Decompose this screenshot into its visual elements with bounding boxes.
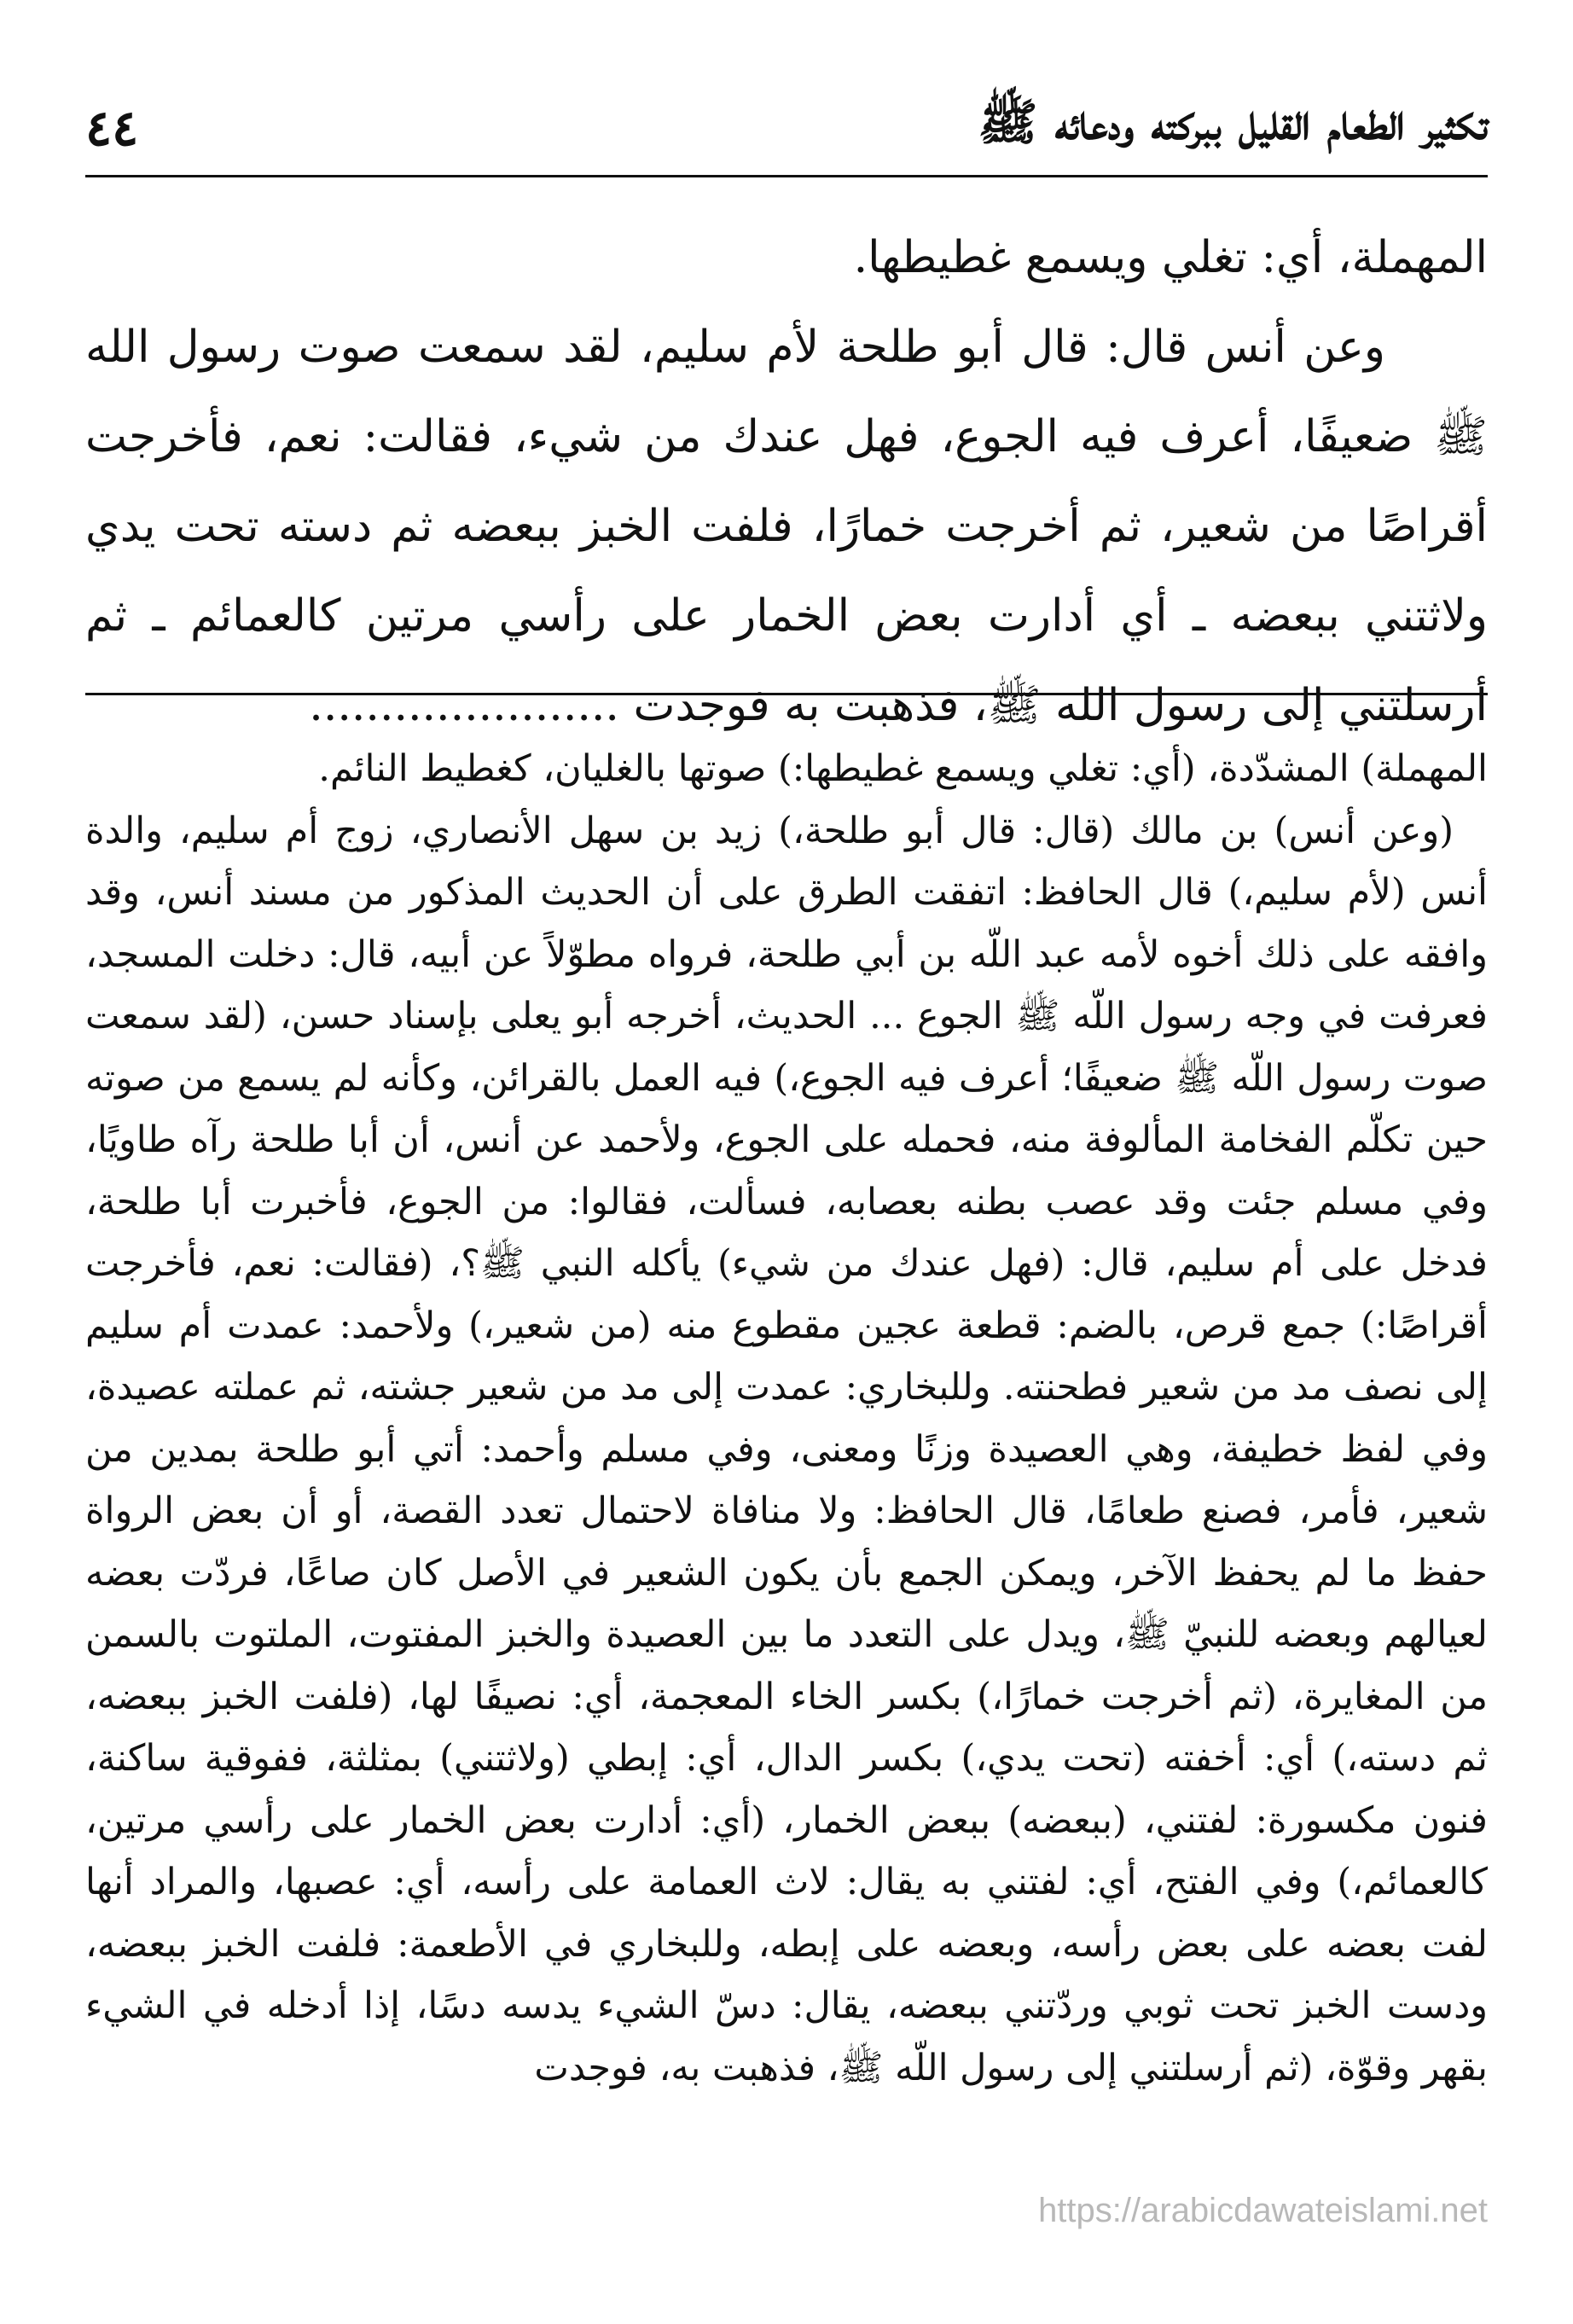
commentary-paragraph-2: (وعن أنس) بن مالك (قال: قال أبو طلحة،) زيد بن سهل الأنصاري، زوج أم سليم، والدة أنس (لأم سليم،) قال الحافظ: اتفقت الطرق على أن الحديث المذكور من مسند أنس، وقد وافقه على ذلك أخوه لأمه عبد اللّه بن أبي طلحة، فرواه مطوّلاً عن أبيه، قال: دخلت المسجد، فعرفت في وجه رسول اللّه ﷺ الجوع ... الحديث، أخرجه أبو يعلى بإسناد حسن، (لقد سمعت صوت رسول اللّه ﷺ ضعيفًا؛ أعرف فيه الجوع،) فيه العمل بالقرائن، وكأنه لم يسمع من صوته حين تكلّم الفخامة المألوفة منه، فحمله على الجوع، ولأحمد عن أنس، أن أبا طلحة رآه طاويًا، وفي مسلم جئت وقد عصب بطنه بعصابه، فسألت، فقالوا: من الجوع، فأخبرت أبا طلحة، فدخل على أم سليم، قال: (فهل عندك من شيء) يأكله النبي ﷺ؟، (فقالت: نعم، فأخرجت أقراصًا:) جمع قرص، بالضم: قطعة عجين مقطوع منه (من شعير،) ولأحمد: عمدت أم سليم إلى نصف مد من شعير فطحنته. وللبخاري: عمدت إلى مد من شعير جشته، ثم عملته عصيدة، وفي لفظ خطيفة، وهي العصيدة وزنًا ومعنى، وفي مسلم وأحمد: أتي أبو طلحة بمدين من شعير، فأمر، فصنع طعامًا، قال الحافظ: ولا منافاة لاحتمال تعدد القصة، أو أن بعض الرواة حفظ ما لم يحفظ الآخر، ويمكن الجمع بأن يكون الشعير في الأصل كان صاعًا، فردّت بعضه لعيالهم وبعضه للنبيّ ﷺ، ويدل على التعدد ما بين العصيدة والخبز المفتوت، الملتوت بالسمن من المغايرة، (ثم أخرجت خمارًا،) بكسر الخاء المعجمة، أي: نصيفًا لها، (فلفت الخبز ببعضه، ثم دسته،) أي: أخفته (تحت يدي،) بكسر الدال، أي: إبطي (ولاثتني) بمثلثة، ففوقية ساكنة، فنون مكسورة: لفتني، (ببعضه) ببعض الخمار، (أي: أدارت بعض الخمار على رأسي مرتين، كالعمائم،) وفي الفتح، أي: لفتني به يقال: لاث العمامة على رأسه، أي: عصبها، والمراد أنها لفت بعضه على بعض رأسه، وبعضه على إبطه، وللبخاري في الأطعمة: فلفت الخبز ببعضه، ودست الخبز تحت ثوبي وردّتني ببعضه، يقال: دسّ الشيء يدسه دسًا، إذا أدخله في الشيء بقهر وقوّة، (ثم أرسلتني إلى رسول اللّه ﷺ، فذهبت به، فوجدت	[85, 809, 1488, 2089]
commentary-text	[85, 738, 1488, 2205]
page-number: ٤٤	[85, 99, 139, 157]
continuation-dots: ......................	[309, 680, 619, 731]
main-text-paragraph-1: المهملة، أي: تغلي ويسمع غطيطها.	[853, 232, 1488, 283]
commentary-paragraph-1: المهملة) المشدّدة، (أي: تغلي ويسمع غطيطها:) صوتها بالغليان، كغطيط النائم.	[318, 747, 1488, 790]
main-text-paragraph-2	[85, 303, 1488, 751]
main-text-paragraph-2-body: وعن أنس قال: قال أبو طلحة لأم سليم، لقد سمعت صوت رسول الله ﷺ ضعيفًا، أعرف فيه الجوع، فهل عندك من شيء، فقالت: نعم، فأخرجت أقراصًا من شعير، ثم أخرجت خمارًا، فلفت الخبز ببعضه ثم دسته تحت يدي ولاثتني ببعضه ـ أي أدارت بعض الخمار على رأسي مرتين كالعمائم ـ ثم أرسلتني إلى رسول الله ﷺ، فذهبت به فوجدت	[85, 322, 1488, 731]
page-header	[85, 81, 1488, 177]
watermark-url: https://arabicdawateislami.net	[1038, 2192, 1488, 2229]
chapter-title: تكثير الطعام القليل ببركته ودعائه ﷺ	[978, 93, 1488, 151]
section-divider	[85, 693, 1488, 695]
main-text	[85, 213, 1488, 731]
